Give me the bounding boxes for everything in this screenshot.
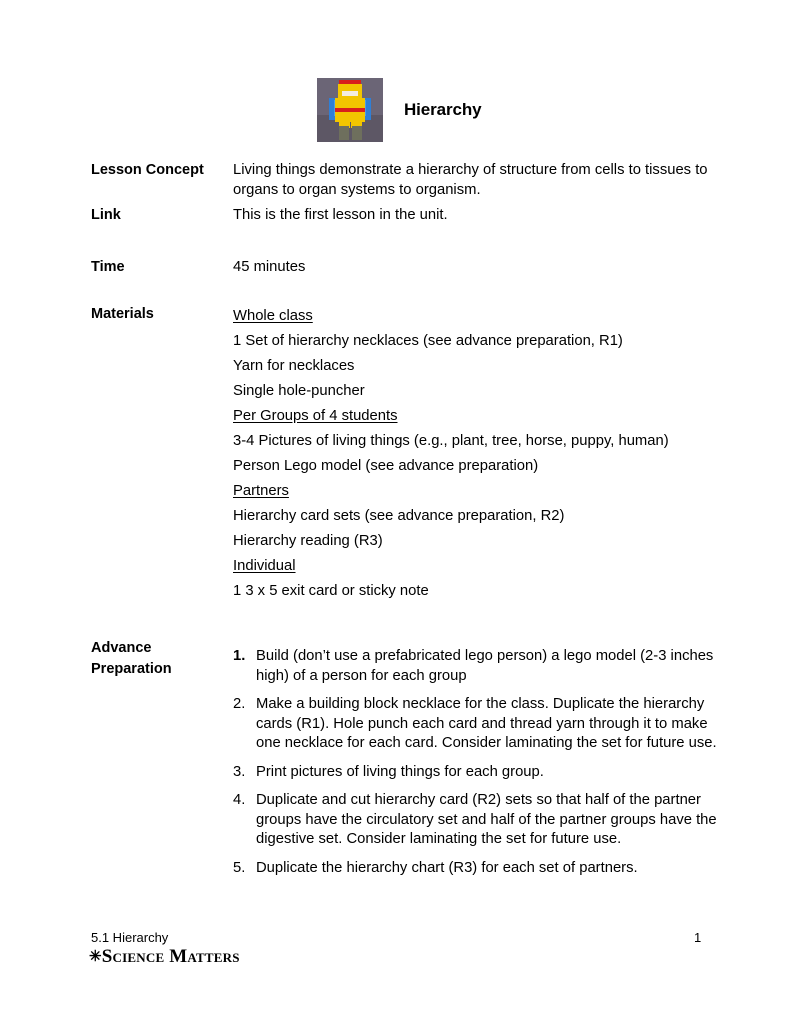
- preparation-step: [233, 695, 731, 754]
- material-item: Yarn for necklaces: [233, 358, 355, 374]
- material-item: Hierarchy reading (R3): [233, 533, 383, 549]
- section-materials: [91, 305, 731, 605]
- materials-list: [233, 305, 731, 605]
- preparation-step: [233, 791, 731, 850]
- asterisk-icon: ✳: [89, 949, 102, 965]
- science-matters-logo: [89, 946, 240, 968]
- lego-person-photo: [317, 78, 383, 142]
- step-number: 5.: [233, 859, 246, 876]
- step-text: Build (don’t use a prefabricated lego person) a lego model (2-3 inches high) of a person for each group: [256, 648, 714, 684]
- step-number: 2.: [233, 696, 246, 712]
- link-label: Link: [91, 207, 121, 223]
- material-item: Partners: [233, 483, 289, 499]
- material-item: 1 Set of hierarchy necklaces (see advance preparation, R1): [233, 333, 623, 349]
- step-text: Duplicate and cut hierarchy card (R2) sets so that half of the partner groups have the circulatory set and half of the partner groups have the digestive set. Consider laminating the set for future use.: [256, 792, 717, 847]
- section-lesson-concept: [91, 161, 731, 200]
- lego-face: [342, 91, 358, 96]
- material-item: 3-4 Pictures of living things (e.g., plant, tree, horse, puppy, human): [233, 433, 669, 449]
- lego-shin-right: [352, 126, 362, 140]
- step-number: 1.: [233, 648, 246, 664]
- lego-belt: [335, 108, 365, 112]
- section-link: [91, 206, 731, 226]
- advance-preparation-label: [91, 638, 233, 680]
- material-item: Person Lego model (see advance preparation): [233, 458, 539, 474]
- material-item: Individual: [233, 558, 296, 574]
- materials-content: [233, 305, 731, 605]
- lego-shin-left: [339, 126, 349, 140]
- page-number: 1: [694, 930, 702, 945]
- step-number: 3.: [233, 763, 246, 780]
- step-text: Print pictures of living things for each group.: [256, 763, 544, 780]
- section-time: [91, 258, 731, 278]
- time-label: Time: [91, 259, 125, 275]
- material-item: Per Groups of 4 students: [233, 408, 398, 424]
- document-header: [317, 78, 482, 142]
- advance-preparation-label-line1: Advance: [91, 640, 152, 656]
- footer-lesson-reference: 5.1 Hierarchy: [91, 930, 169, 945]
- advance-preparation-label-line2: Preparation: [91, 661, 172, 677]
- material-item: 1 3 x 5 exit card or sticky note: [233, 583, 429, 599]
- step-text: Make a building block necklace for the class. Duplicate the hierarchy cards (R1). Hole punch each card and thread yarn through it to make one necklace for each card. Consider laminating the set for future use.: [256, 696, 717, 751]
- preparation-step: [233, 763, 731, 783]
- link-text: This is the first lesson in the unit.: [233, 207, 448, 223]
- step-text: Duplicate the hierarchy chart (R3) for each set of partners.: [256, 859, 638, 876]
- material-item: Hierarchy card sets (see advance preparation, R2): [233, 508, 565, 524]
- lesson-concept-text: Living things demonstrate a hierarchy of structure from cells to tissues to organs to organ systems to organism.: [233, 162, 708, 198]
- material-item: Whole class: [233, 308, 313, 324]
- step-number: 4.: [233, 792, 246, 808]
- lesson-concept-label: Lesson Concept: [91, 162, 204, 178]
- time-text: 45 minutes: [233, 259, 306, 275]
- page-title: Hierarchy: [404, 100, 482, 119]
- section-advance-preparation: [91, 638, 731, 878]
- materials-label: Materials: [91, 306, 154, 322]
- preparation-step: [233, 859, 731, 879]
- material-item: Single hole-puncher: [233, 383, 365, 399]
- brand-name: Science Matters: [101, 946, 240, 967]
- advance-preparation-steps: [233, 647, 731, 887]
- preparation-step: [233, 647, 731, 686]
